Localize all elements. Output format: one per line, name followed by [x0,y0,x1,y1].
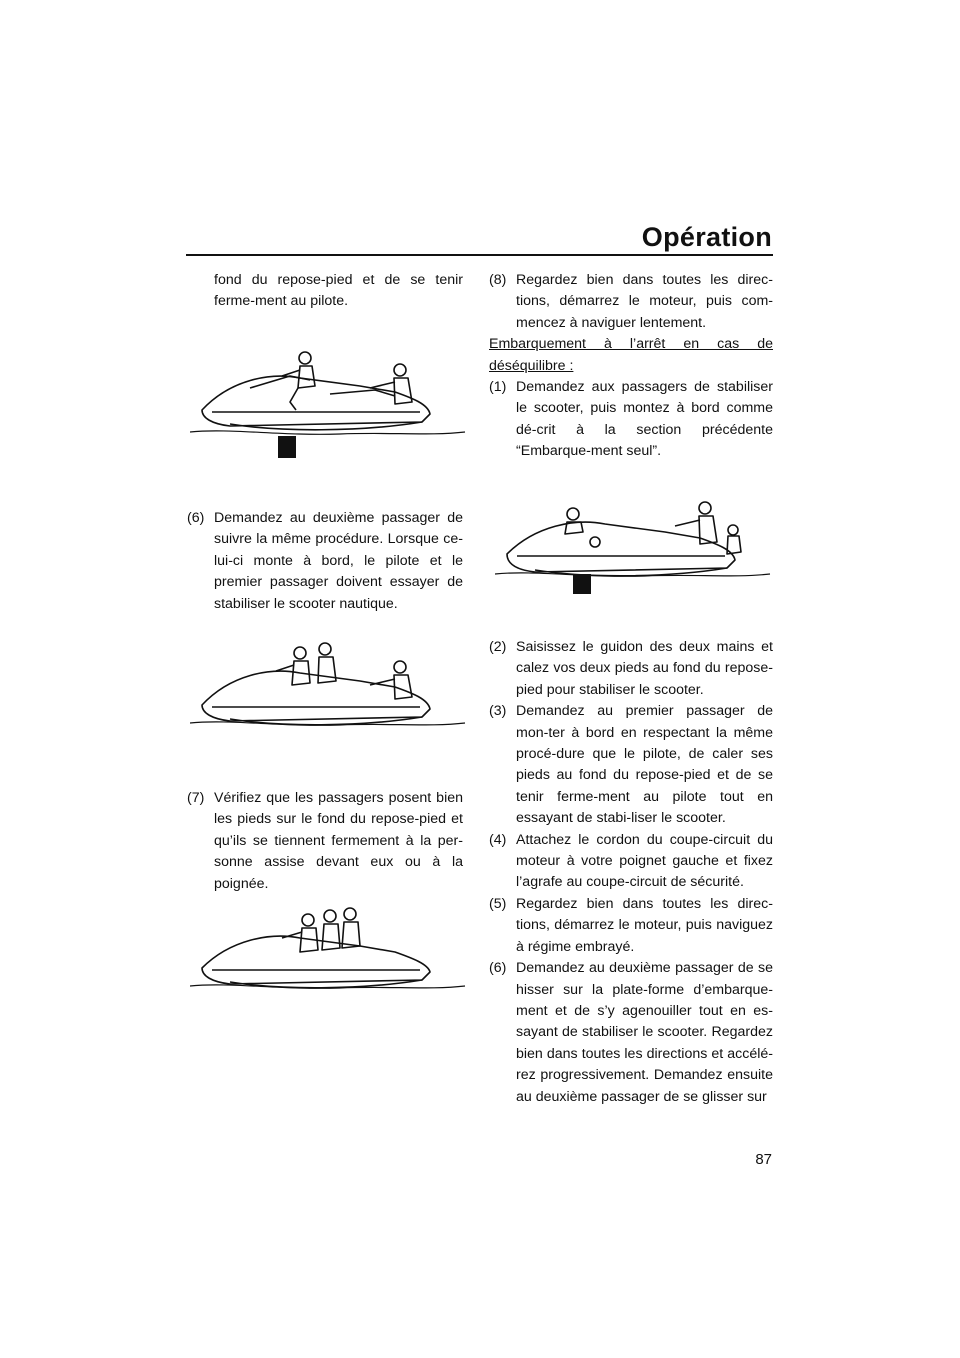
intro-text: fond du repose-pied et de se tenir ferme-ment au pilote. [214,272,463,310]
title-rule [186,254,773,256]
step-number: (8) [489,272,507,288]
right-top-block [489,270,773,463]
left-intro [187,270,463,313]
step-text: Demandez au premier passager de mon-ter à bord en respectant la même procé-dure que le pilote, de caler ses pieds au fond du repose-pied et de se tenir ferme-ment au pilote tout en essayant de stabi-liser le scooter. [516,703,773,827]
page-number: 87 [755,1151,772,1168]
step-number: (4) [489,831,507,848]
step-text: Demandez au deuxième passager de suivre la même procédure. Lorsque ce-lui-ci monte à bord, le pilote et le premier passager doivent essayer de stabiliser le scooter nautique. [214,510,463,612]
step-text: Demandez au deuxième passager de se hisser sur la plate-forme d’embarque-ment et de s’y agenouiller tout en es-sayant de stabiliser le scooter. Regardez bien dans toutes les directions et accélé-rez progressivement. Demandez ensuite au deuxième passager de se glisser sur [516,960,773,1105]
step-text: Attachez le cordon du coupe-circuit du moteur à votre poignet gauche et fixez l’agrafe au coupe-circuit de sécurité. [516,831,773,891]
step-number: (7) [187,790,205,806]
watercraft-illustration-1 [190,340,470,465]
right-steps-block [489,637,773,1108]
left-step-7 [187,788,463,895]
step-number: (6) [489,960,507,977]
watercraft-illustration-4 [495,492,775,602]
step-text: Saisissez le guidon des deux mains et calez vos deux pieds au fond du repose-pied pour stabiliser le scooter. [516,639,773,698]
step-number: (2) [489,639,507,655]
step-text: Regardez bien dans toutes les direc-tions, démarrez le moteur, puis naviguez à régime embrayé. [516,895,773,955]
step-number: (6) [187,510,205,526]
section-heading-line1: Embarquement à l’arrêt en cas de [489,336,773,353]
step-number: (5) [489,895,507,912]
step-number: (1) [489,379,507,396]
watercraft-illustration-2 [190,635,470,745]
step-text: Demandez aux passagers de stabiliser le scooter, puis montez à bord comme dé-crit à la section précédente “Embarque-ment seul”. [516,379,773,460]
step-text: Regardez bien dans toutes les direc-tions, démarrez le moteur, puis com-mencez à naviguer lentement. [516,272,773,331]
step-number: (3) [489,703,507,720]
left-step-6 [187,508,463,615]
page-title: Opération [641,222,772,252]
step-text: Vérifiez que les passagers posent bien les pieds sur le fond du repose-pied et qu’ils se tiennent fermement à la per-sonne assise devant eux ou à la poignée. [214,790,463,892]
section-heading-line2: déséquilibre : [489,357,574,374]
watercraft-illustration-3 [190,900,470,1005]
